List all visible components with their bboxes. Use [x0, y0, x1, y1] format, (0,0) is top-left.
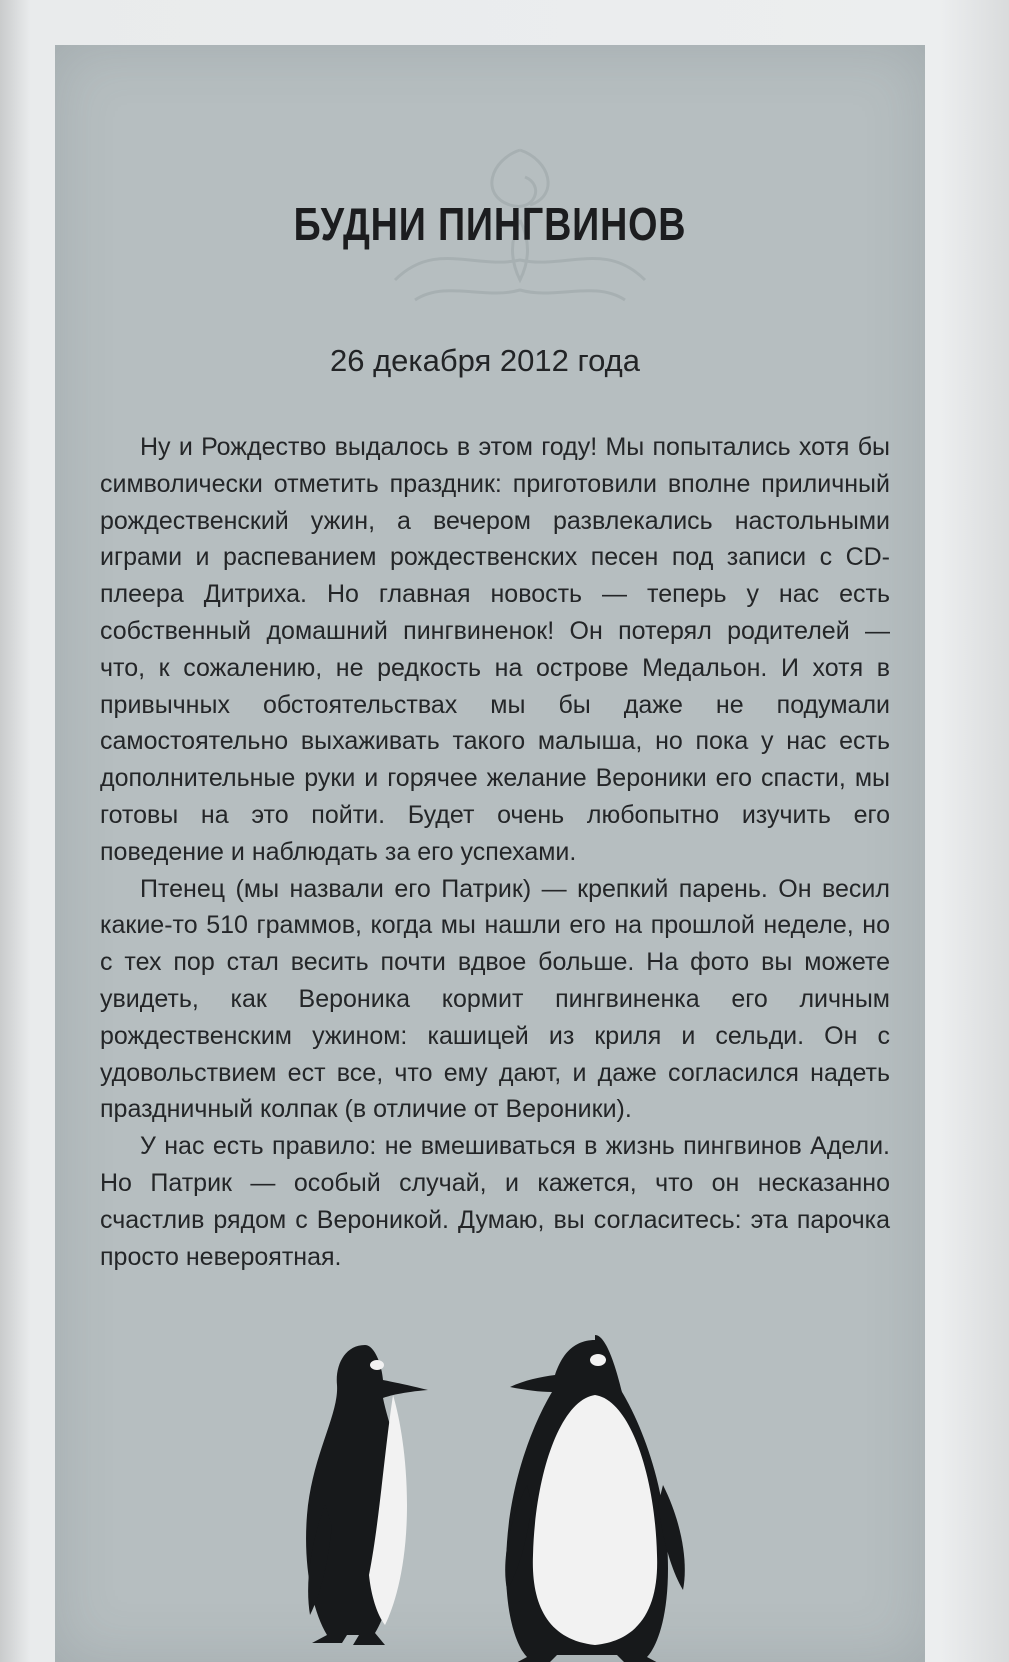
article-panel: [55, 45, 925, 1662]
left-penguin-icon: [306, 1345, 428, 1645]
article-title: БУДНИ ПИНГВИНОВ: [293, 198, 687, 250]
right-penguin-icon: [505, 1335, 685, 1662]
article-date: 26 декабря 2012 года: [329, 343, 641, 378]
paragraph: Ну и Рождество выдалось в этом году! Мы попытались хотя бы символически отметить праздник: приготовили вполне приличный рождественский ужин, а вечером развлекались настольными играми и распеванием рождественских песен под записи с CD-плеера Дитриха. Но главная новость — теперь у нас есть собственный домашний пингвиненок! Он потерял родителей — что, к сожалению, не редкость на острове Медальон. И хотя в привычных обстоятельствах мы бы даже не подумали самостоятельно выхаживать такого малыша, но пока у нас есть дополнительные руки и горячее желание Вероники его спасти, мы готовы на это пойти. Будет очень любопытно изучить его поведение и наблюдать за его успехами.: [100, 433, 890, 866]
article-body: [100, 429, 890, 1275]
paragraph: Птенец (мы назвали его Патрик) — крепкий парень. Он весил какие-то 510 граммов, когда мы нашли его на прошлой неделе, но с тех пор стал весить почти вдвое больше. На фото вы можете увидеть, как Вероника кормит пингвиненка его личным рождественским ужином: кашицей из криля и сельди. Он с удовольствием ест все, что ему дают, и даже согласился надеть праздничный колпак (в отличие от Вероники).: [100, 874, 890, 1124]
two-penguins-illustration: [295, 1335, 715, 1662]
paragraph: У нас есть правило: не вмешиваться в жизнь пингвинов Адели. Но Патрик — особый случай, и кажется, что он несказанно счастлив рядом с Вероникой. Думаю, вы согласитесь: эта парочка просто невероятная.: [100, 1132, 890, 1271]
